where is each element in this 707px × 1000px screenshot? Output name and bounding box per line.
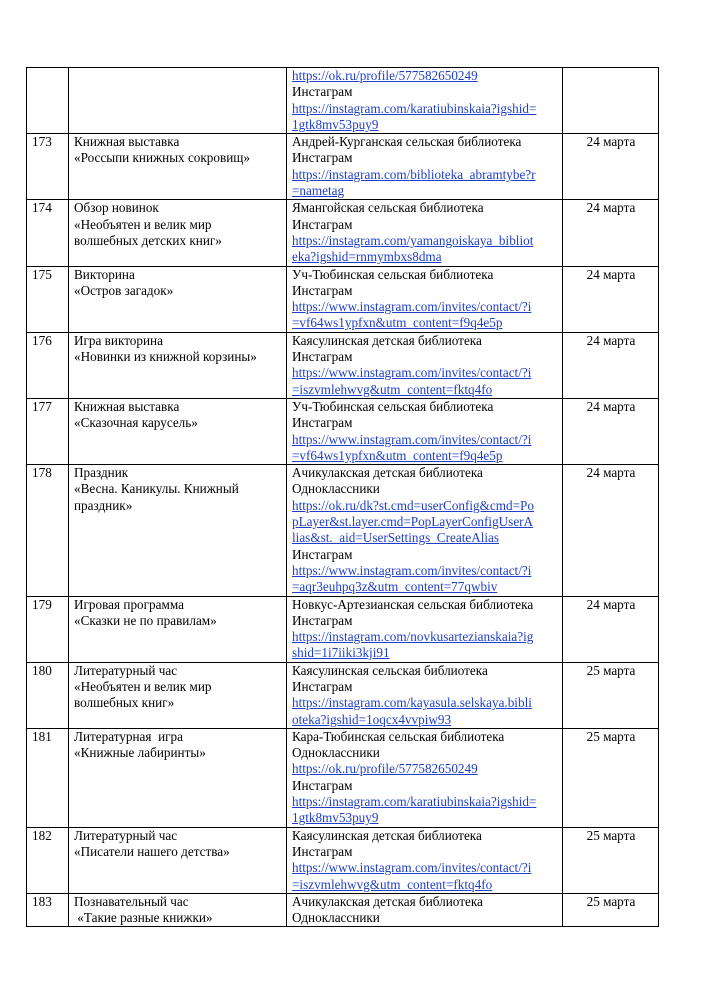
venue-link[interactable]: https://www.instagram.com/invites/contact/?i [292, 365, 532, 381]
venue-link[interactable]: 1gtk8mv53puy9 [292, 116, 379, 132]
event-title-cell [69, 728, 287, 827]
row-number: 181 [27, 728, 69, 827]
row-number: 173 [27, 134, 69, 200]
venue-text: Инстаграм [292, 150, 353, 166]
venue-link[interactable]: https://instagram.com/karatiubinskaia?igshid= [292, 100, 537, 116]
venue-link[interactable]: pLayer&st.layer.cmd=PopLayerConfigUserA [292, 514, 534, 530]
venue-text: Каясулинская сельская библиотека [292, 662, 488, 678]
event-title-line: «Сказки не по правилам» [74, 612, 217, 628]
event-title-cell [69, 827, 287, 893]
event-date: 24 марта [563, 134, 659, 200]
event-date: 24 марта [563, 465, 659, 596]
venue-text: Новкус-Артезианская сельская библиотека [292, 596, 534, 612]
event-title-line: Познавательный час [74, 893, 189, 909]
event-title-cell [69, 134, 287, 200]
venue-text: Каясулинская детская библиотека [292, 827, 482, 843]
venue-link[interactable]: =aqr3euhpq3z&utm_content=77qwbiv [292, 579, 498, 595]
venue-text: Инстаграм [292, 282, 353, 298]
venue-cell [287, 200, 563, 266]
event-date: 25 марта [563, 827, 659, 893]
event-title-line: Книжная выставка [74, 134, 180, 150]
event-title-line: волшебных книг» [74, 695, 175, 711]
event-title-line: «Писатели нашего детства» [74, 843, 230, 859]
event-title-cell [69, 200, 287, 266]
venue-link[interactable]: https://instagram.com/yamangoiskaya_bibliot [292, 232, 534, 248]
table-row [27, 134, 659, 200]
event-title-line: Литературный час [74, 662, 178, 678]
event-title-line: Игровая программа [74, 596, 184, 612]
row-number: 182 [27, 827, 69, 893]
event-date: 24 марта [563, 596, 659, 662]
event-title-line: Литературная игра [74, 728, 183, 744]
venue-cell [287, 134, 563, 200]
venue-text: Инстаграм [292, 777, 353, 793]
event-title-cell [69, 662, 287, 728]
event-title-line: праздник» [74, 497, 133, 513]
event-title-line: Викторина [74, 266, 135, 282]
venue-text: Ачикулакская детская библиотека [292, 465, 483, 481]
venue-link[interactable]: https://ok.ru/profile/577582650249 [292, 761, 478, 777]
table-row [27, 662, 659, 728]
event-date: 25 марта [563, 728, 659, 827]
event-title-line: волшебных детских книг» [74, 232, 222, 248]
venue-link[interactable]: https://www.instagram.com/invites/contact/?i [292, 860, 532, 876]
event-title-cell [69, 332, 287, 398]
row-number: 177 [27, 398, 69, 464]
row-number: 183 [27, 893, 69, 927]
event-title-line: Праздник [74, 465, 129, 481]
venue-link[interactable]: https://instagram.com/biblioteka_abramtybe?r [292, 166, 536, 182]
venue-link[interactable]: =iszvmlehwvg&utm_content=fktq4fo [292, 876, 493, 892]
venue-text: Одноклассники [292, 745, 380, 761]
venue-cell [287, 266, 563, 332]
event-date: 24 марта [563, 200, 659, 266]
event-title-line: «Россыпи книжных сокровищ» [74, 150, 251, 166]
venue-cell [287, 893, 563, 927]
event-title-line: «Сказочная карусель» [74, 415, 198, 431]
event-title-cell [69, 398, 287, 464]
venue-link[interactable]: =nametag [292, 183, 345, 199]
venue-cell [287, 398, 563, 464]
events-table [26, 67, 659, 927]
venue-link[interactable]: shid=1i7iiki3kji91 [292, 645, 390, 661]
table-row [27, 68, 659, 134]
venue-link[interactable]: lias&st._aid=UserSettings_CreateAlias [292, 530, 500, 546]
venue-text: Кара-Тюбинская сельская библиотека [292, 728, 505, 744]
venue-text: Инстаграм [292, 843, 353, 859]
venue-text: Инстаграм [292, 546, 353, 562]
venue-text: Инстаграм [292, 612, 353, 628]
venue-cell [287, 662, 563, 728]
event-date: 25 марта [563, 893, 659, 927]
venue-link[interactable]: https://instagram.com/novkusartezianskaia?ig [292, 629, 534, 645]
event-title-cell [69, 68, 287, 134]
venue-link[interactable]: https://www.instagram.com/invites/contact/?i [292, 562, 532, 578]
venue-text: Инстаграм [292, 415, 353, 431]
venue-link[interactable]: https://ok.ru/dk?st.cmd=userConfig&cmd=Po [292, 497, 534, 513]
event-date [563, 68, 659, 134]
event-date: 24 марта [563, 266, 659, 332]
row-number: 175 [27, 266, 69, 332]
table-row [27, 398, 659, 464]
venue-link[interactable]: eka?igshid=rnmymbxs8dma [292, 249, 442, 265]
table-row [27, 728, 659, 827]
venue-text: Инстаграм [292, 678, 353, 694]
venue-cell [287, 465, 563, 596]
venue-cell [287, 332, 563, 398]
venue-text: Одноклассники [292, 481, 380, 497]
venue-text: Каясулинская детская библиотека [292, 332, 482, 348]
venue-text: Уч-Тюбинская сельская библиотека [292, 398, 494, 414]
venue-link[interactable]: https://www.instagram.com/invites/contact/?i [292, 299, 532, 315]
venue-link[interactable]: https://instagram.com/karatiubinskaia?igshid= [292, 794, 537, 810]
table-row [27, 332, 659, 398]
row-number: 178 [27, 465, 69, 596]
venue-link[interactable]: oteka?igshid=1oqcx4vvpiw93 [292, 711, 452, 727]
venue-link[interactable]: =iszvmlehwvg&utm_content=fktq4fo [292, 381, 493, 397]
table-row [27, 827, 659, 893]
venue-link[interactable]: https://ok.ru/profile/577582650249 [292, 68, 478, 83]
table-row [27, 200, 659, 266]
venue-text: Ямангойская сельская библиотека [292, 200, 484, 216]
event-title-cell [69, 596, 287, 662]
event-title-line: «Новинки из книжной корзины» [74, 349, 257, 365]
event-title-cell [69, 465, 287, 596]
event-title-line: «Необъятен и велик мир [74, 216, 212, 232]
event-title-line: Игра викторина [74, 332, 163, 348]
venue-text: Инстаграм [292, 216, 353, 232]
venue-cell [287, 728, 563, 827]
venue-link[interactable]: =vf64ws1ypfxn&utm_content=f9q4e5p [292, 315, 503, 331]
event-title-line: «Весна. Каникулы. Книжный [74, 481, 239, 497]
event-title-line: «Такие разные книжки» [74, 910, 213, 926]
venue-cell [287, 827, 563, 893]
event-title-cell [69, 893, 287, 927]
row-number: 179 [27, 596, 69, 662]
venue-cell [287, 68, 563, 134]
event-title-cell [69, 266, 287, 332]
venue-text: Инстаграм [292, 349, 353, 365]
event-date: 24 марта [563, 332, 659, 398]
row-number: 176 [27, 332, 69, 398]
event-title-line: Литературный час [74, 827, 178, 843]
event-date: 24 марта [563, 398, 659, 464]
venue-link[interactable]: =vf64ws1ypfxn&utm_content=f9q4e5p [292, 447, 503, 463]
venue-text: Уч-Тюбинская сельская библиотека [292, 266, 494, 282]
row-number: 180 [27, 662, 69, 728]
venue-cell [287, 596, 563, 662]
table-row [27, 266, 659, 332]
event-title-line: «Книжные лабиринты» [74, 745, 206, 761]
events-table-body [27, 68, 659, 927]
venue-link[interactable]: 1gtk8mv53puy9 [292, 810, 379, 826]
venue-text: Андрей-Курганская сельская библиотека [292, 134, 522, 150]
row-number [27, 68, 69, 134]
venue-text: Одноклассники [292, 910, 380, 926]
venue-text: Инстаграм [292, 84, 353, 100]
venue-link[interactable]: https://www.instagram.com/invites/contact/?i [292, 431, 532, 447]
event-title-line: «Необъятен и велик мир [74, 678, 212, 694]
table-row [27, 596, 659, 662]
table-row [27, 893, 659, 927]
venue-link[interactable]: https://instagram.com/kayasula.selskaya.bibli [292, 695, 532, 711]
event-title-line: «Остров загадок» [74, 282, 174, 298]
event-title-line: Обзор новинок [74, 200, 159, 216]
event-date: 25 марта [563, 662, 659, 728]
venue-text: Ачикулакская детская библиотека [292, 893, 483, 909]
table-row [27, 465, 659, 596]
event-title-line: Книжная выставка [74, 398, 180, 414]
row-number: 174 [27, 200, 69, 266]
